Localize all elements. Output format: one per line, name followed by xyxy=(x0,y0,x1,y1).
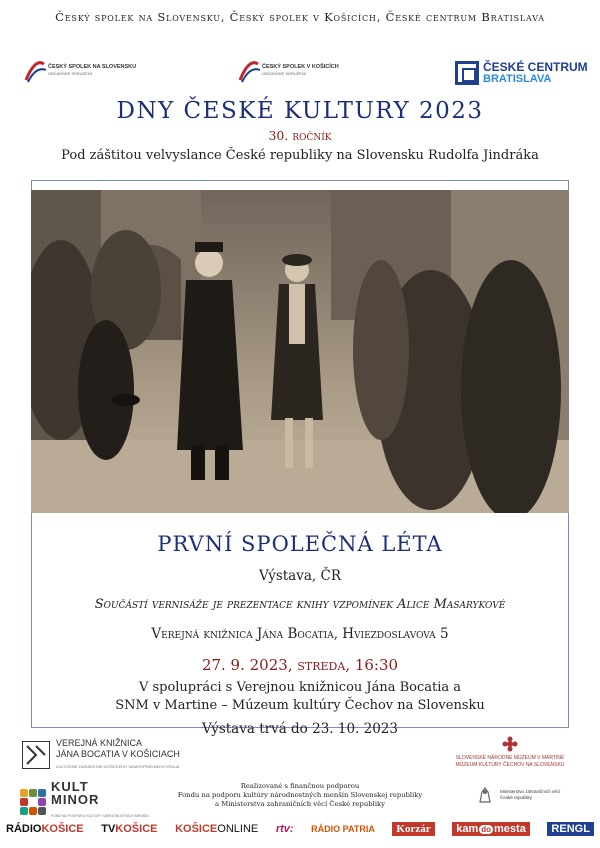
museum-line-1: SLOVENSKÉ NÁRODNÉ MÚZEUM V MARTINE xyxy=(455,755,565,761)
museum-line-2: MÚZEUM KULTÚRY ČECHOV NA SLOVENSKU xyxy=(455,762,565,768)
lion-icon xyxy=(474,784,496,806)
logo-name: ČESKÝ SPOLEK NA SLOVENSKU xyxy=(48,64,137,71)
ministry-line-2: České republiky xyxy=(500,795,533,800)
library-sub: KULTÚRNE ZARIADENIE KOŠICKÉHO SAMOSPRÁVNEHO KRAJA xyxy=(56,764,180,769)
kult-sub: FOND NA PODPORU KULTURY NÁRODNOSTNÍCH MENŠÍN xyxy=(51,814,149,818)
radio-kosice-logo xyxy=(6,823,84,835)
sponsor-text: TV xyxy=(101,823,116,835)
library-logo xyxy=(22,738,180,772)
logo-sub: BRATISLAVA xyxy=(483,73,552,85)
organizers-line: Český spolek na Slovensku, Český spolek v Košicích, České centrum Bratislava xyxy=(55,10,545,24)
rtv-logo: rtv: xyxy=(275,823,294,835)
cc-square-icon xyxy=(455,61,479,85)
ceske-centrum-logo xyxy=(455,56,588,90)
cooperation-line-2: SNM v Martine – Múzeum kultúry Čechov na Slovensku xyxy=(115,698,485,713)
sponsor-bar xyxy=(6,820,594,838)
museum-logo xyxy=(430,736,590,769)
cesky-spolek-slovensko-logo xyxy=(22,54,136,88)
swoosh-icon xyxy=(22,56,48,86)
venue: Verejná knižnica Jána Bocatia, Hviezdoslavova 5 xyxy=(151,626,449,642)
sponsor-text: KOŠICE xyxy=(175,823,218,835)
tv-kosice-logo xyxy=(101,823,157,835)
logo-sub: OBČANSKÉ SDRUŽENÍ xyxy=(48,71,92,76)
exhibition-duration: Výstava trvá do 23. 10. 2023 xyxy=(202,721,398,737)
exhibition-title: PRVNÍ SPOLEČNÁ LÉTA xyxy=(157,532,443,556)
ministry-logo xyxy=(474,784,560,806)
sponsor-text: mesta xyxy=(494,823,526,835)
rengl-logo: RENGL xyxy=(547,822,594,836)
logo-sub: OBČANSKÉ SDRUŽENÍ xyxy=(262,71,306,76)
edition: 30. ročník xyxy=(268,128,332,143)
sponsor-text: RÁDIO xyxy=(6,823,42,835)
festival-title: DNY ČESKÉ KULTURY 2023 xyxy=(116,98,484,124)
exhibition-note: Součástí vernisáže je prezentace knihy vzpomínek Alice Masarykové xyxy=(94,597,506,612)
event-datetime: 27. 9. 2023, streda, 16:30 xyxy=(201,656,399,674)
kult-line-1: KULT xyxy=(51,779,89,794)
sponsor-text: kam xyxy=(456,823,479,835)
radio-patria-logo: RÁDIO PATRIA xyxy=(311,824,375,834)
cooperation-line-1: V spolupráci s Verejnou knižnicou Jána Bocatia a xyxy=(138,680,462,695)
library-line-2: JÁNA BOCATIA V KOŠICIACH xyxy=(56,749,180,759)
kosice-online-logo xyxy=(175,823,258,835)
flower-icon xyxy=(502,736,518,752)
swoosh-icon xyxy=(236,56,262,86)
funding-line: Fondu na podporu kultúry národnostných menšín Slovenskej republiky xyxy=(177,791,423,799)
kult-line-2: MINOR xyxy=(51,792,100,807)
ministry-line-1: Ministerstvo zahraničních věcí xyxy=(500,789,561,794)
sponsor-text: do xyxy=(481,824,492,834)
funding-line: Realizované s finančnou podporou xyxy=(240,782,360,790)
library-line-1: VEREJNÁ KNIŽNICA xyxy=(56,738,143,748)
cesky-spolek-kosice-logo xyxy=(236,54,339,88)
funding-line: a Ministerstva zahraničních věcí České republiky xyxy=(215,800,385,808)
library-book-icon xyxy=(22,741,50,769)
logo-name: ČESKÉ CENTRUM xyxy=(483,60,588,74)
logo-name: ČESKÝ SPOLEK V KOŠICÍCH xyxy=(262,64,339,71)
kam-do-mesta-logo xyxy=(452,822,530,836)
photo-illustration xyxy=(31,190,569,513)
historical-photo xyxy=(31,190,569,513)
sponsor-text: KOŠICE xyxy=(115,823,158,835)
exhibition-type: Výstava, ČR xyxy=(259,568,341,584)
korzar-logo: Korzár xyxy=(392,822,434,836)
sponsor-text: KOŠICE xyxy=(41,823,84,835)
patronage: Pod záštitou velvyslance České republiky na Slovensku Rudolfa Jindráka xyxy=(61,148,539,163)
sponsor-text: ONLINE xyxy=(217,823,259,835)
